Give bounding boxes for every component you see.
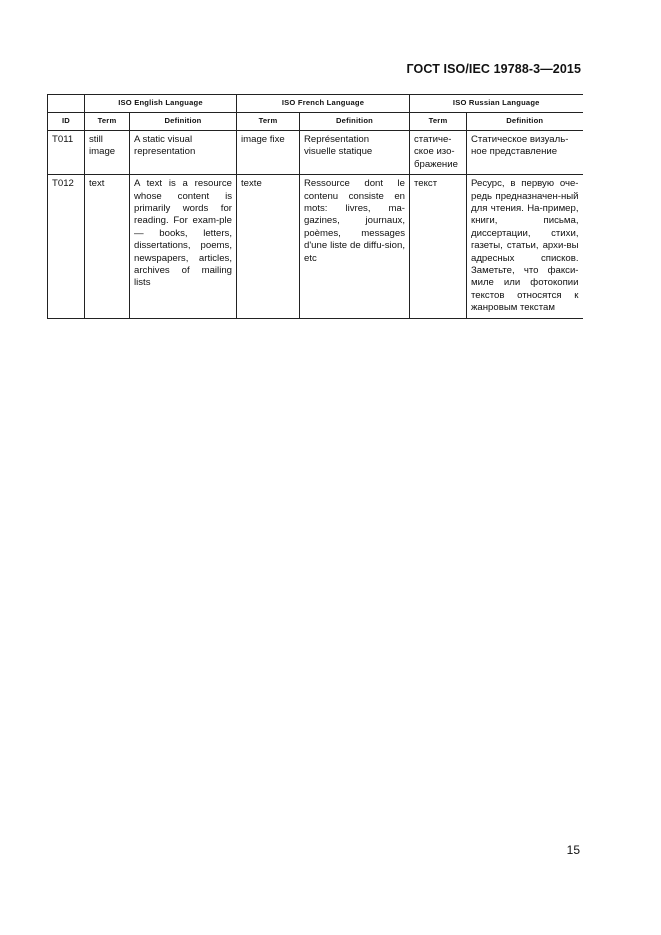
table-row	[48, 131, 583, 175]
page-number: 15	[566, 843, 580, 857]
french-term-cell: texte	[237, 175, 300, 318]
term-id-cell: T011	[48, 131, 85, 175]
russian-language-header: ISO Russian Language	[410, 95, 583, 113]
french-definition-cell: Représentation visuelle statique	[300, 131, 410, 175]
table-row	[48, 175, 583, 318]
russian-definition-cell: Ресурс, в первую оче-редь предназначен-ный для чтения. На-пример, книги, письма, диссертации, стихи, газеты, статьи, архи-вы адресных списков. Заметьте, что факси-миле или фотокопии текстов относятся к жанровым текстам	[467, 175, 583, 318]
russian-term-header: Term	[410, 113, 467, 131]
russian-term-cell: текст	[410, 175, 467, 318]
id-header-blank	[48, 95, 85, 113]
french-term-cell: image fixe	[237, 131, 300, 175]
english-term-cell: text	[85, 175, 130, 318]
language-header-row	[48, 95, 583, 113]
french-language-header: ISO French Language	[237, 95, 410, 113]
english-definition-cell: A text is a resource whose content is primarily words for reading. For exam-ple — books, letters, dissertations, poems, newspapers, articles, archives of mailing lists	[130, 175, 237, 318]
english-definition-cell: A static visual representation	[130, 131, 237, 175]
russian-definition-cell: Статическое визуаль- ное представление	[467, 131, 583, 175]
term-id-cell: T012	[48, 175, 85, 318]
document-header: ГОСТ ISO/IEC 19788-3—2015	[406, 62, 581, 76]
english-definition-header: Definition	[130, 113, 237, 131]
french-term-header: Term	[237, 113, 300, 131]
russian-definition-header: Definition	[467, 113, 583, 131]
terms-table	[47, 94, 583, 319]
russian-term-cell: статиче- ское изо- бражение	[410, 131, 467, 175]
english-language-header: ISO English Language	[85, 95, 237, 113]
english-term-header: Term	[85, 113, 130, 131]
french-definition-header: Definition	[300, 113, 410, 131]
id-column-header: ID	[48, 113, 85, 131]
english-term-cell: still image	[85, 131, 130, 175]
french-definition-cell: Ressource dont le contenu consiste en mots: livres, ma-gazines, journaux, poèmes, messages d'une liste de diffu-sion, etc	[300, 175, 410, 318]
column-header-row	[48, 113, 583, 131]
